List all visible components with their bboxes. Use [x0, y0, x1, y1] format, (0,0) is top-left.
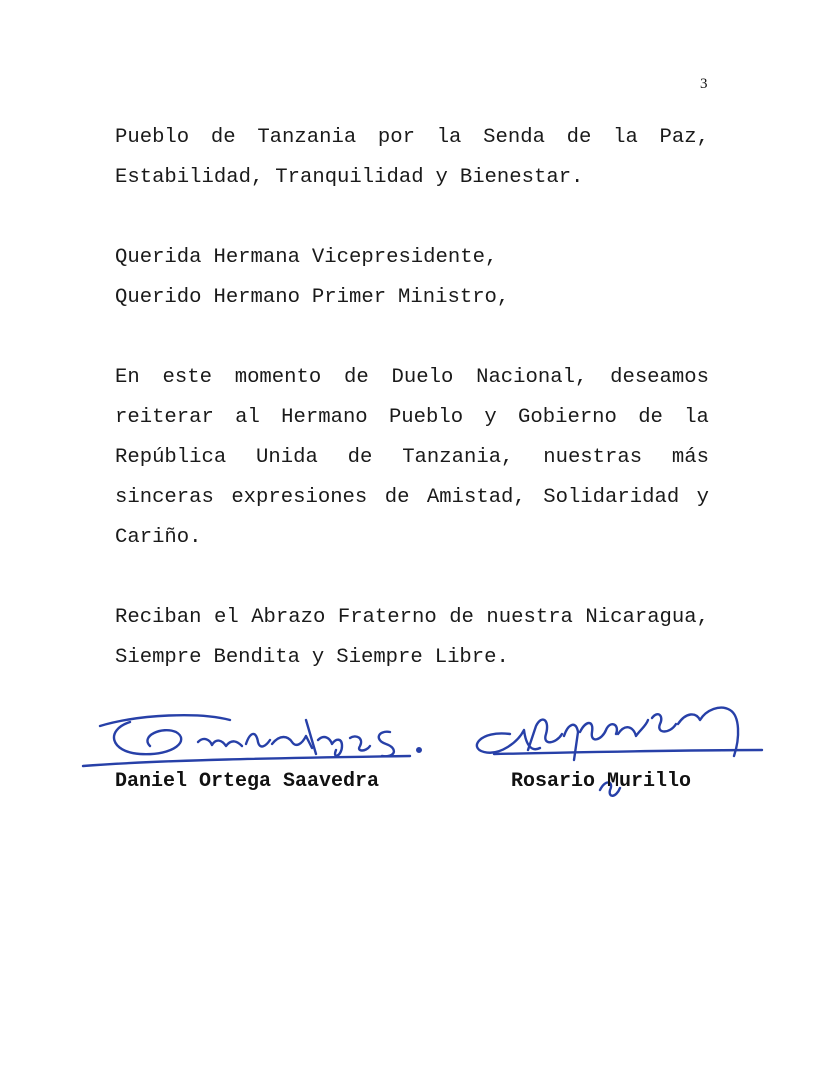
word: Reciban	[115, 606, 202, 629]
text-line	[115, 118, 709, 158]
letter-body	[115, 118, 709, 678]
word: Paz,	[659, 126, 709, 149]
signature-block	[80, 690, 780, 810]
word: Fraterno	[337, 606, 437, 629]
text-line	[115, 358, 709, 398]
text-line: Cariño.	[115, 526, 202, 549]
text-line	[115, 478, 709, 518]
word: por	[377, 126, 415, 149]
signer-name-daniel-ortega: Daniel Ortega Saavedra	[115, 770, 380, 793]
word: República	[115, 446, 227, 469]
word: Tanzania,	[402, 446, 514, 469]
word: Gobierno	[518, 406, 617, 429]
word: de	[384, 486, 410, 509]
word: Pueblo	[388, 406, 464, 429]
word: En	[115, 366, 140, 389]
word: Duelo	[391, 366, 454, 389]
word: nuestra	[486, 606, 573, 629]
word: la	[436, 126, 462, 149]
signer-name-rosario-murillo: Rosario Murillo	[511, 770, 692, 793]
paragraph-gap	[115, 318, 709, 358]
word: y	[696, 486, 709, 509]
word: la	[684, 406, 709, 429]
text-line: Querido Hermano Primer Ministro,	[115, 286, 510, 309]
word: y	[484, 406, 497, 429]
text-line: Estabilidad, Tranquilidad y Bienestar.	[115, 166, 584, 189]
word: Tanzania	[257, 126, 357, 149]
word: de	[347, 446, 373, 469]
word: reiterar	[115, 406, 214, 429]
word: al	[235, 406, 260, 429]
word: de	[449, 606, 474, 629]
word: Nicaragua,	[585, 606, 709, 629]
word: este	[162, 366, 212, 389]
word: Hermano	[281, 406, 368, 429]
word: momento	[234, 366, 322, 389]
word: nuestras	[543, 446, 643, 469]
word: expresiones	[231, 486, 368, 509]
word: la	[613, 126, 638, 149]
text-line	[115, 598, 709, 638]
word: Senda	[483, 126, 545, 149]
word: de	[210, 126, 236, 149]
word: de	[344, 366, 369, 389]
word: Nacional,	[476, 366, 588, 389]
word: sinceras	[115, 486, 214, 509]
text-line: Querida Hermana Vicepresidente,	[115, 246, 498, 269]
page-number: 3	[700, 76, 708, 92]
signature-left	[83, 715, 421, 766]
text-line	[115, 438, 709, 478]
word: deseamos	[610, 366, 709, 389]
word: Pueblo	[115, 126, 190, 149]
word: de	[638, 406, 663, 429]
word: más	[671, 446, 709, 469]
word: Abrazo	[251, 606, 326, 629]
paragraph-gap	[115, 558, 709, 598]
text-line: Siempre Bendita y Siempre Libre.	[115, 646, 509, 669]
word: Amistad,	[426, 486, 526, 509]
word: Solidaridad	[543, 486, 680, 509]
word: de	[566, 126, 592, 149]
word: el	[214, 606, 239, 629]
paragraph-gap	[115, 198, 709, 238]
word: Unida	[256, 446, 318, 469]
text-line	[115, 398, 709, 438]
